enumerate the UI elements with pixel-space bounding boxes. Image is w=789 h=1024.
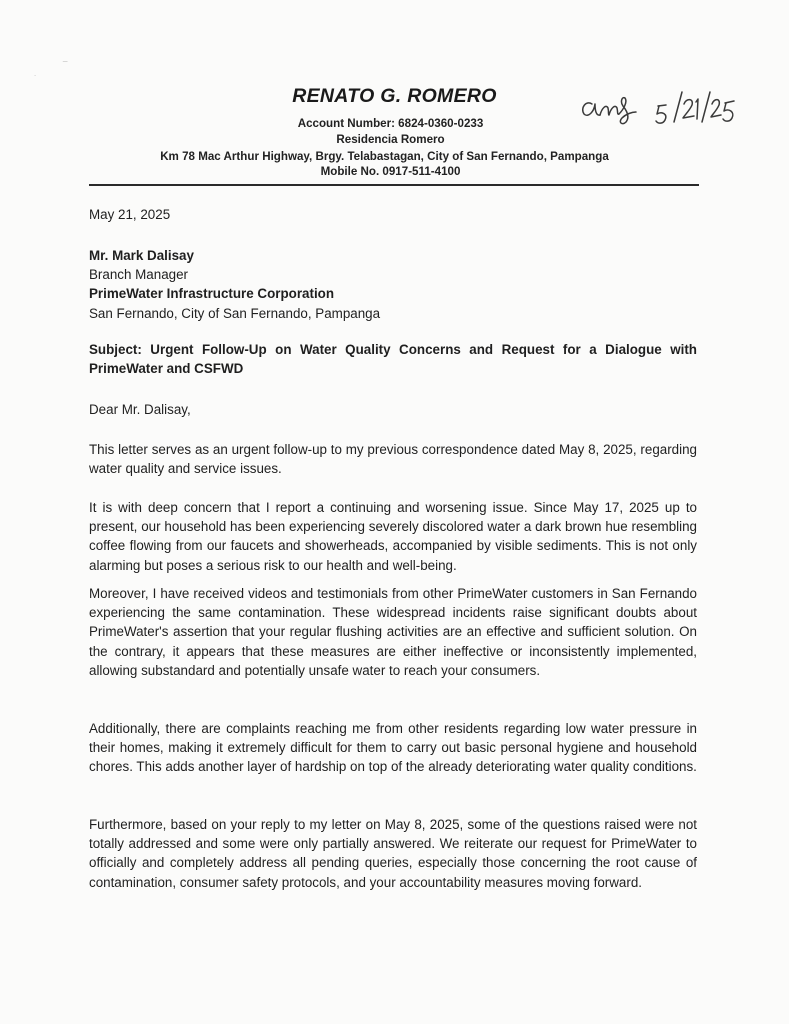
salutation: Dear Mr. Dalisay, (89, 402, 191, 417)
sender-address: Km 78 Mac Arthur Highway, Brgy. Telabastagan, City of San Fernando, Pampanga (160, 150, 609, 163)
body-paragraph: Additionally, there are complaints reaching me from other residents regarding low water pressure in their homes, making it extremely difficult for them to carry out basic personal hygiene and household chores. This adds another layer of hardship on top of the already deteriorating water quality conditions. (89, 721, 697, 775)
body-paragraph: Moreover, I have received videos and testimonials from other PrimeWater customers in San Fernando experiencing the same contamination. These widespread incidents raise significant doubts about PrimeWater's assertion that your regular flushing activities are an effective and sufficient solution. On the contrary, it appears that these measures are either ineffective or inconsistently implemented, allowing substandard and potentially unsafe water to reach your consumers. (89, 586, 697, 678)
residence-name: Residencia Romero (336, 133, 445, 146)
letterhead-divider (89, 184, 699, 186)
letter-subject: Subject: Urgent Follow-Up on Water Quality Concerns and Request for a Dialogue with PrimeWater and CSFWD (89, 342, 697, 377)
sender-name: RENATO G. ROMERO (292, 85, 497, 107)
letter-date: May 21, 2025 (89, 207, 171, 222)
recipient-company: PrimeWater Infrastructure Corporation (89, 286, 335, 302)
handwritten-initials-and-date (578, 84, 748, 134)
recipient-title: Branch Manager (89, 267, 188, 283)
recipient-block (89, 246, 697, 323)
scan-speck: ˙ (34, 74, 37, 84)
account-number: Account Number: 6824-0360-0233 (297, 117, 484, 130)
sender-mobile: Mobile No. 0917-511-4100 (320, 165, 461, 178)
scan-speck: ⁻ (62, 56, 69, 70)
recipient-address: San Fernando, City of San Fernando, Pampanga (89, 305, 381, 321)
recipient-name: Mr. Mark Dalisay (89, 248, 194, 263)
body-paragraph: This letter serves as an urgent follow-up to my previous correspondence dated May 8, 2025, regarding water quality and service issues. (89, 442, 697, 477)
body-paragraph: Furthermore, based on your reply to my letter on May 8, 2025, some of the questions raised were not totally addressed and some were only partially answered. We reiterate our request for PrimeWater to officially and completely address all pending queries, especially those concerning the root cause of contamination, consumer safety protocols, and your accountability measures moving forward. (89, 817, 697, 890)
body-paragraph: It is with deep concern that I report a continuing and worsening issue. Since May 17, 2025 up to present, our household has been experiencing severely discolored water a dark brown hue resembling coffee flowing from our faucets and showerheads, accompanied by visible sediments. This is not only alarming but poses a serious risk to our health and well-being. (89, 500, 697, 573)
